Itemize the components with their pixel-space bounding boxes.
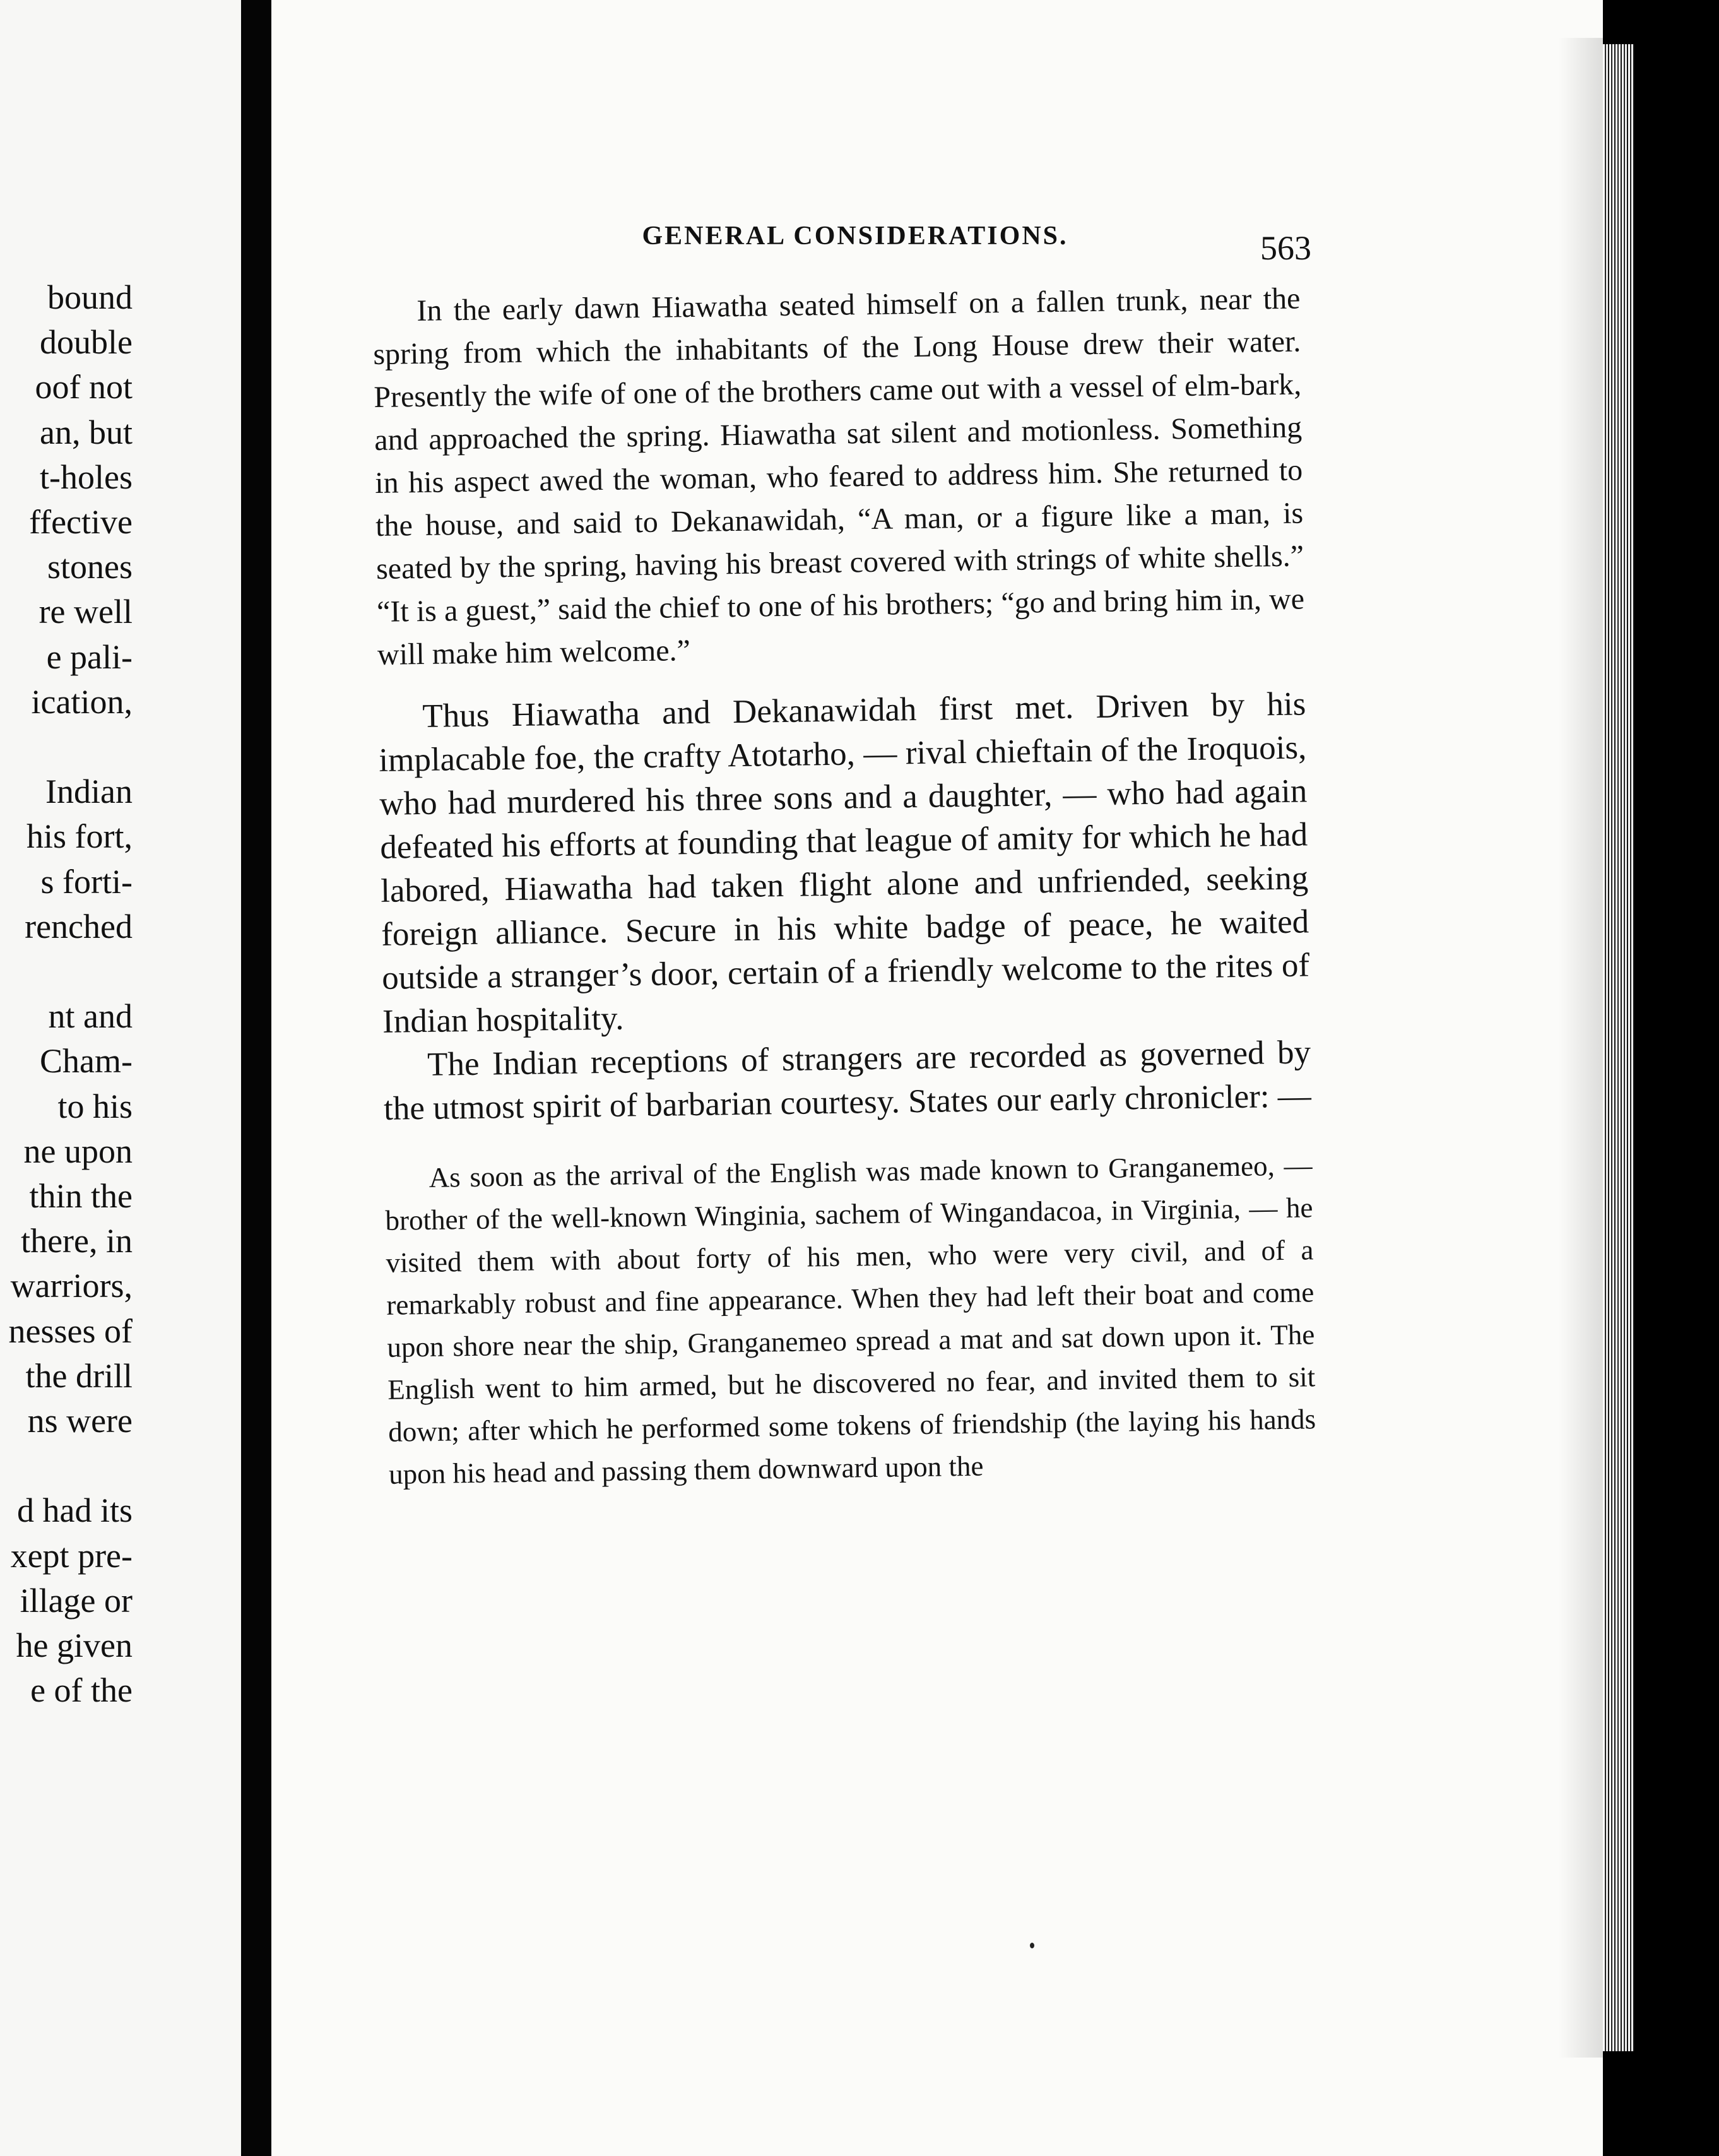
running-head: GENERAL CONSIDERATIONS. bbox=[642, 222, 1068, 251]
left-page-fragment: stones bbox=[47, 548, 133, 586]
page-edges bbox=[1603, 44, 1634, 2051]
left-page-fragment: ication, bbox=[31, 682, 133, 721]
left-page-fragment: his fort, bbox=[27, 817, 133, 856]
left-page-fragment: there, in bbox=[21, 1222, 133, 1260]
left-page-fragment: bound bbox=[47, 278, 133, 316]
left-page-fragment: he given bbox=[16, 1626, 133, 1664]
left-page-fragment: warriors, bbox=[10, 1267, 133, 1305]
page-edge-shadow bbox=[1559, 38, 1603, 2058]
left-page-fragment: ne upon bbox=[23, 1132, 133, 1170]
left-page-fragment: e pali- bbox=[46, 637, 133, 676]
block-quote-chronicler: As soon as the arrival of the English was made known to Granganemeo, — brother of the well-known Winginia, sachem of Wingandacoa, in Virginia, — he visited them with about forty of his men, who were very civil, and of a remarkably robust and fine appearance. When they had left their boat and come upon shore near the ship, Granganemeo spread a mat and sat down upon it. The English went to him armed, but he discovered no fear, and invited them to sit down; after which he performed some tokens of friendship (the laying his hands upon his head and passing them downward upon the bbox=[385, 1149, 1316, 1490]
left-page-fragment: nt and bbox=[48, 997, 133, 1036]
left-page-fragment: ns were bbox=[27, 1402, 133, 1440]
left-page-fragment: nesses of bbox=[8, 1312, 133, 1350]
left-page-fragment: s forti- bbox=[40, 862, 133, 901]
left-page-fragment: oof not bbox=[35, 368, 133, 406]
paragraph-hiawatha-dawn: In the early dawn Hiawatha seated himself on a fallen trunk, near the spring from which the inhabitants of the Long House drew their water. Presently the wife of one of the brothers came out with a vessel of elm-bark, and approached the spring. Hiawatha sat silent and motionless. Something in his aspect awed the woman, who feared to address him. She returned to the house, and said to Dekanawidah, “A man, or a figure like a man, is seated by the spring, having his breast covered with strings of white shells.” “It is a guest,” said the chief to one of his brothers; “go and bring him in, we will make him welcome.” bbox=[373, 281, 1305, 672]
left-page-fragment: Indian bbox=[45, 773, 133, 811]
print-speck bbox=[1030, 1943, 1034, 1948]
left-page-fragment: e of the bbox=[30, 1671, 133, 1710]
left-page-fragment: double bbox=[40, 323, 133, 362]
left-page-fragment: to his bbox=[57, 1087, 133, 1125]
left-page-fragment: d had its bbox=[17, 1491, 133, 1530]
left-page-fragment: an, but bbox=[40, 413, 133, 451]
left-page-fragment: renched bbox=[25, 907, 133, 945]
left-page-fragment: re well bbox=[38, 593, 133, 631]
left-page-fragment: illage or bbox=[20, 1581, 133, 1620]
left-page-fragment: t-holes bbox=[40, 458, 133, 496]
book-gutter bbox=[241, 0, 271, 2156]
left-page bbox=[0, 0, 241, 2156]
left-page-fragment: xept pre- bbox=[10, 1536, 133, 1575]
paragraph-first-meeting: Thus Hiawatha and Dekanawidah first met. Driven by his implacable foe, the crafty Atotarho, — rival chieftain of the Iroquois, who had murdered his three sons and a daughter, — who had again defeated his efforts at founding that league of amity for which he had labored, Hiawatha had taken flight alone and unfriended, seeking foreign alliance. Secure in his white badge of peace, he waited outside a stranger’s door, certain of a friendly welcome to the rites of Indian hospitality. bbox=[378, 685, 1310, 1040]
left-page-fragment: the drill bbox=[25, 1356, 133, 1395]
left-page-fragment: Cham- bbox=[40, 1042, 133, 1081]
page-number: 563 bbox=[1260, 229, 1311, 267]
left-page-fragment: thin the bbox=[29, 1177, 133, 1215]
left-page-fragment: ffective bbox=[29, 503, 133, 541]
paragraph-receptions: The Indian receptions of strangers are recorded as governed by the utmost spirit of barbarian courtesy. States our early chronicler: — bbox=[383, 1034, 1312, 1127]
body-text bbox=[372, 277, 1317, 1495]
